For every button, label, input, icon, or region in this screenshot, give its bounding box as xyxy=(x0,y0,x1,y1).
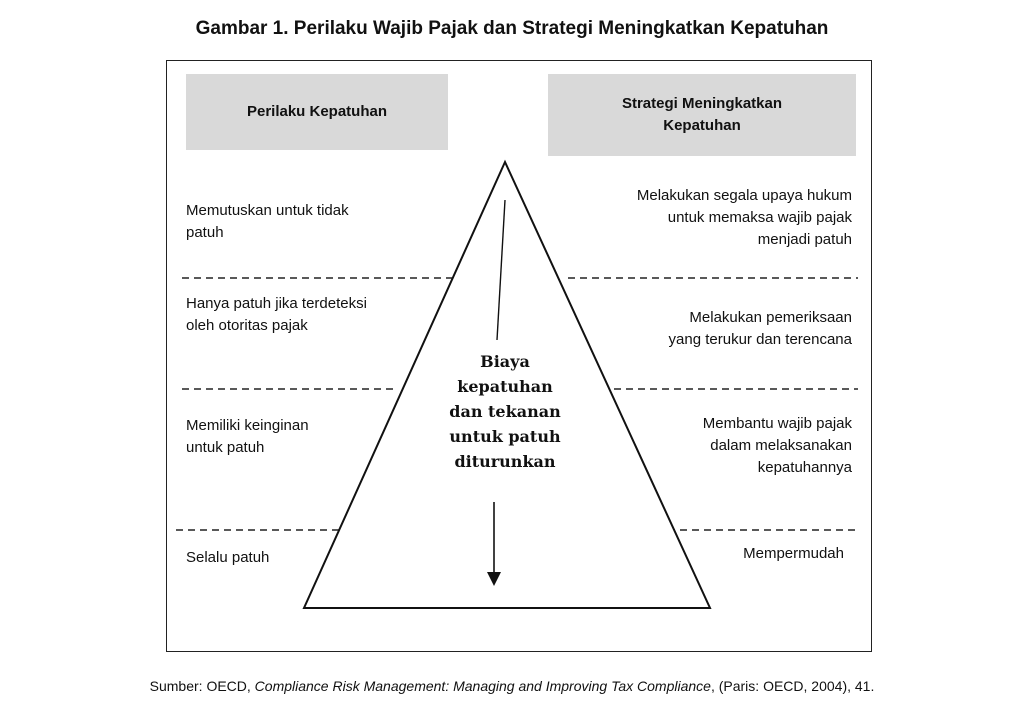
figure-title: Gambar 1. Perilaku Wajib Pajak dan Strategi Meningkatkan Kepatuhan xyxy=(195,18,829,39)
center-label-line5: diturunkan xyxy=(454,452,556,471)
source-prefix: Sumber: OECD, xyxy=(149,678,255,694)
behavior-2 xyxy=(186,293,367,337)
strategy-4 xyxy=(743,543,844,565)
strategy-1-line2: untuk memaksa wajib pajak xyxy=(667,209,852,226)
center-label-line1: Biaya xyxy=(480,352,530,371)
behavior-3-line2: untuk patuh xyxy=(186,439,265,456)
source-citation xyxy=(0,678,1024,694)
behavior-3 xyxy=(186,415,309,459)
behavior-1-line1: Memutuskan untuk tidak xyxy=(186,202,349,219)
behavior-2-line2: oleh otoritas pajak xyxy=(186,317,308,334)
header-right-line1: Strategi Meningkatkan xyxy=(621,95,783,112)
strategy-1-line3: menjadi patuh xyxy=(757,231,852,248)
strategy-3-line3: kepatuhannya xyxy=(757,459,852,476)
behavior-2-line1: Hanya patuh jika terdeteksi xyxy=(186,295,367,312)
strategy-2-line1: Melakukan pemeriksaan xyxy=(689,309,852,326)
header-right-line2: Kepatuhan xyxy=(663,117,741,134)
strategy-4-line1: Mempermudah xyxy=(743,545,844,562)
center-label-line3: dan tekanan xyxy=(449,402,561,421)
header-left-label: Perilaku Kepatuhan xyxy=(246,103,388,120)
strategy-1-line1: Melakukan segala upaya hukum xyxy=(636,187,852,204)
strategy-2 xyxy=(669,307,852,351)
strategy-3 xyxy=(703,413,852,479)
source-suffix: , (Paris: OECD, 2004), 41. xyxy=(710,678,875,694)
pyramid-center-label xyxy=(430,349,580,474)
behavior-4-line1: Selalu patuh xyxy=(186,549,270,566)
behavior-1 xyxy=(186,200,349,244)
center-label-line4: untuk patuh xyxy=(449,427,561,446)
center-label-line2: kepatuhan xyxy=(457,377,553,396)
strategy-2-line2: yang terukur dan terencana xyxy=(668,331,852,348)
behavior-3-line1: Memiliki keinginan xyxy=(186,417,309,434)
source-title: Compliance Risk Management: Managing and Improving Tax Compliance xyxy=(254,678,711,694)
strategy-3-line1: Membantu wajib pajak xyxy=(702,415,852,432)
strategy-3-line2: dalam melaksanakan xyxy=(710,437,852,454)
strategy-1 xyxy=(637,185,852,251)
behavior-1-line2: patuh xyxy=(186,224,224,241)
behavior-4 xyxy=(186,547,269,569)
